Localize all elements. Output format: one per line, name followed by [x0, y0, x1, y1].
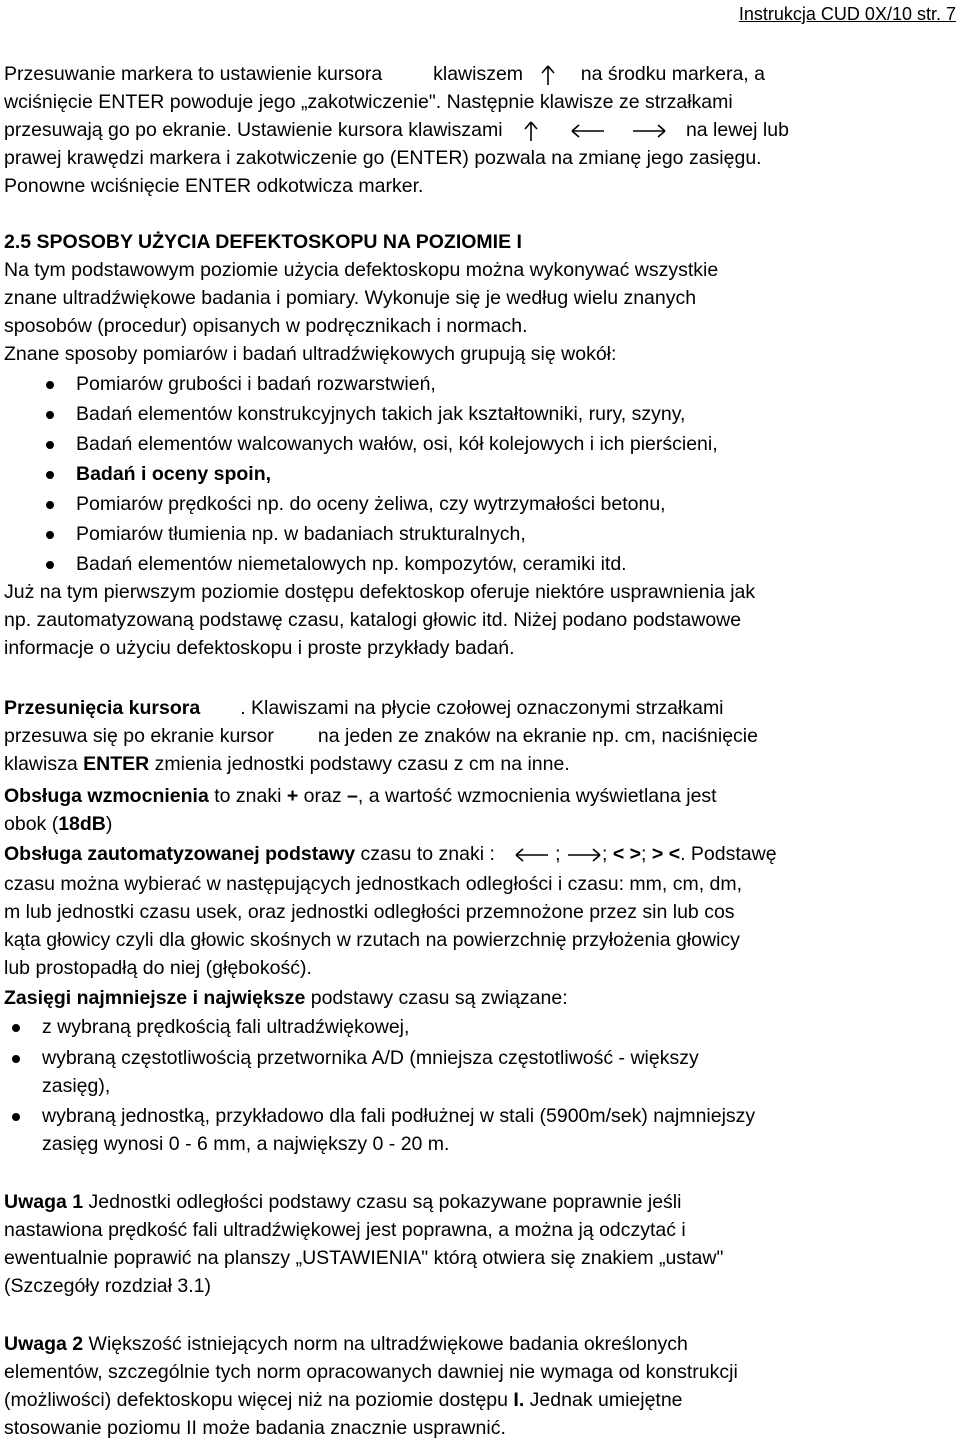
bold-term: Uwaga 1	[4, 1191, 84, 1213]
intro-text: klawiszem	[433, 63, 524, 85]
page-header: Instrukcja CUD 0X/10 str. 7	[738, 4, 956, 24]
section-heading: 2.5 SPOSOBY UŻYCIA DEFEKTOSKOPU NA POZIOMIE I	[4, 231, 522, 253]
sign: < >	[612, 843, 642, 865]
bullet	[46, 411, 54, 419]
arrow-right-icon	[631, 121, 667, 141]
wzm-line-1	[4, 782, 956, 810]
text: czasu to znaki :	[355, 843, 495, 865]
auto-line: lub prostopadłą do niej (głębokość).	[4, 957, 312, 979]
bold-term: ENTER	[83, 753, 150, 775]
bullet	[46, 501, 54, 509]
section-p1-line: sposobów (procedur) opisanych w podręcznikach i normach.	[4, 315, 528, 337]
text: Na tym podstawowym poziomie użycia defektoskopu można wykonywać wszystkie	[4, 259, 719, 281]
uwaga1-line: nastawiona prędkość fali ultradźwiękowej jest poprawna, a można ją odczytać i	[4, 1219, 686, 1241]
auto-line: kąta głowicy czyli dla głowic skośnych w rzutach na powierzchnię przyłożenia głowicy	[4, 929, 740, 951]
text: (możliwości) defektoskopu więcej niż na poziomie dostępu	[4, 1389, 514, 1411]
bullet	[12, 1024, 20, 1032]
arrow-left-icon	[570, 121, 606, 141]
uwaga1-line: (Szczegóły rozdział 3.1)	[4, 1275, 211, 1297]
uwaga1-line: ewentualnie poprawić na planszy „USTAWIENIA" którą otwiera się znakiem „ustaw"	[4, 1247, 724, 1269]
intro-text: na lewej lub	[685, 119, 789, 141]
text: zmienia jednostki podstawy czasu z cm na inne.	[149, 753, 570, 775]
uwaga2-line: elementów, szczególnie tych norm opracowanych dawniej nie wymaga od konstrukcji	[4, 1361, 738, 1383]
intro-line-4: prawej krawędzi markera i zakotwiczenie go (ENTER) pozwala na zmianę jego zasięgu.	[4, 147, 762, 169]
bullet	[46, 471, 54, 479]
text: klawisza	[4, 753, 84, 775]
kursor-line-1	[4, 694, 956, 722]
bold-term: I.	[513, 1389, 525, 1411]
list-item: Badań elementów niemetalowych np. kompozytów, ceramiki itd.	[76, 553, 627, 575]
list-item: Pomiarów prędkości np. do oceny żeliwa, czy wytrzymałości betonu,	[76, 493, 666, 515]
section-p3-line: np. zautomatyzowaną podstawę czasu, katalogi głowic itd. Niżej podano podstawowe	[4, 609, 742, 631]
text: ;	[641, 843, 652, 865]
text: . Podstawę	[680, 843, 777, 865]
intro-text: Przesuwanie markera to ustawienie kursora	[4, 63, 383, 85]
text: na jeden ze znaków na ekranie np. cm, naciśnięcie	[317, 725, 758, 747]
text: obok (	[4, 813, 59, 835]
zasiegi-item: wybraną częstotliwością przetwornika A/D (mniejsza częstotliwość - większy	[42, 1047, 699, 1069]
wzm-line-2	[4, 810, 956, 838]
intro-text: na środku markera, a	[580, 63, 765, 85]
section-p3-line: Już na tym pierwszym poziomie dostępu defektoskop oferuje niektóre usprawnienia jak	[4, 581, 756, 603]
bullet	[46, 441, 54, 449]
text: )	[105, 813, 113, 835]
zasiegi-item: z wybraną prędkością fali ultradźwiękowej,	[42, 1016, 410, 1038]
uwaga2-line-1	[4, 1330, 956, 1358]
text: Jednostki odległości podstawy czasu są pokazywane poprawnie jeśli	[83, 1191, 682, 1213]
text: to znaki	[208, 785, 287, 807]
bold-term: Przesunięcia kursora	[4, 697, 201, 719]
bold-term: Obsługa wzmocnienia	[4, 785, 209, 807]
text: ;	[602, 843, 613, 865]
bold-term: Zasięgi najmniejsze i największe	[4, 987, 306, 1009]
auto-line: m lub jednostki czasu usek, oraz jednostki odległości przemnożone przez sin lub cos	[4, 901, 735, 923]
kursor-line-3	[4, 750, 956, 778]
list-item: Badań i oceny spoin,	[76, 463, 272, 485]
zasiegi-item: zasięg),	[42, 1075, 111, 1097]
bullet	[46, 531, 54, 539]
bullet	[12, 1055, 20, 1063]
zasiegi-item: wybraną jednostką, przykładowo dla fali podłużnej w stali (5900m/sek) najmniejszy	[42, 1105, 756, 1127]
text: podstawy czasu są związane:	[305, 987, 568, 1009]
section-p2: Znane sposoby pomiarów i badań ultradźwiękowych grupują się wokół:	[4, 343, 617, 365]
section-p3-line: informacje o użyciu defektoskopu i proste przykłady badań.	[4, 637, 515, 659]
bold-term: 18dB	[58, 813, 106, 835]
text: . Klawiszami na płycie czołowej oznaczonymi strzałkami	[240, 697, 724, 719]
section-p1-line: znane ultradźwiękowe badania i pomiary. Wykonuje się je według wielu znanych	[4, 287, 697, 309]
text: przesuwa się po ekranie kursor	[4, 725, 274, 747]
auto-line: czasu można wybierać w następujących jednostkach odległości i czasu: mm, cm, dm,	[4, 873, 743, 895]
intro-line-2: wciśnięcie ENTER powoduje jego „zakotwiczenie". Następnie klawisze ze strzałkami	[4, 91, 733, 113]
uwaga2-line: stosowanie poziomu II może badania znacznie usprawnić.	[4, 1417, 506, 1439]
text: Większość istniejących norm na ultradźwiękowe badania określonych	[83, 1333, 688, 1355]
bold-term: Obsługa zautomatyzowanej podstawy	[4, 843, 356, 865]
zasiegi-item: zasięg wynosi 0 - 6 mm, a największy 0 - 20 m.	[42, 1133, 450, 1155]
sign: > <	[651, 843, 681, 865]
intro-text: przesuwają go po ekranie. Ustawienie kursora klawiszami	[4, 119, 503, 141]
section-p1-line	[4, 256, 956, 284]
kursor-line-2	[4, 722, 956, 750]
list-item: Badań elementów konstrukcyjnych takich jak kształtowniki, rury, szyny,	[76, 403, 686, 425]
list-item: Pomiarów tłumienia np. w badaniach strukturalnych,	[76, 523, 526, 545]
arrow-up-icon	[540, 64, 556, 86]
uwaga2-line-3	[4, 1386, 956, 1414]
bullet	[12, 1113, 20, 1121]
minus-sign: –	[347, 785, 358, 807]
bold-term: Uwaga 2	[4, 1333, 84, 1355]
intro-line-1	[4, 60, 956, 88]
arrow-up-icon	[523, 120, 539, 142]
zasiegi-line-1	[4, 984, 956, 1012]
intro-line-5: Ponowne wciśnięcie ENTER odkotwicza marker.	[4, 175, 424, 197]
bullet	[46, 561, 54, 569]
uwaga1-line-1	[4, 1188, 956, 1216]
plus-sign: +	[286, 785, 299, 807]
list-item: Pomiarów grubości i badań rozwarstwień,	[76, 373, 436, 395]
arrow-left-icon	[514, 845, 550, 865]
arrow-right-icon	[566, 845, 602, 865]
auto-line-1	[4, 840, 956, 868]
list-item: Badań elementów walcowanych wałów, osi, kół kolejowych i ich pierścieni,	[76, 433, 718, 455]
intro-line-3	[4, 116, 956, 144]
text: , a wartość wzmocnienia wyświetlana jest	[357, 785, 717, 807]
text: oraz	[298, 785, 348, 807]
text: Jednak umiejętne	[524, 1389, 683, 1411]
text: ;	[549, 843, 561, 865]
bullet	[46, 381, 54, 389]
